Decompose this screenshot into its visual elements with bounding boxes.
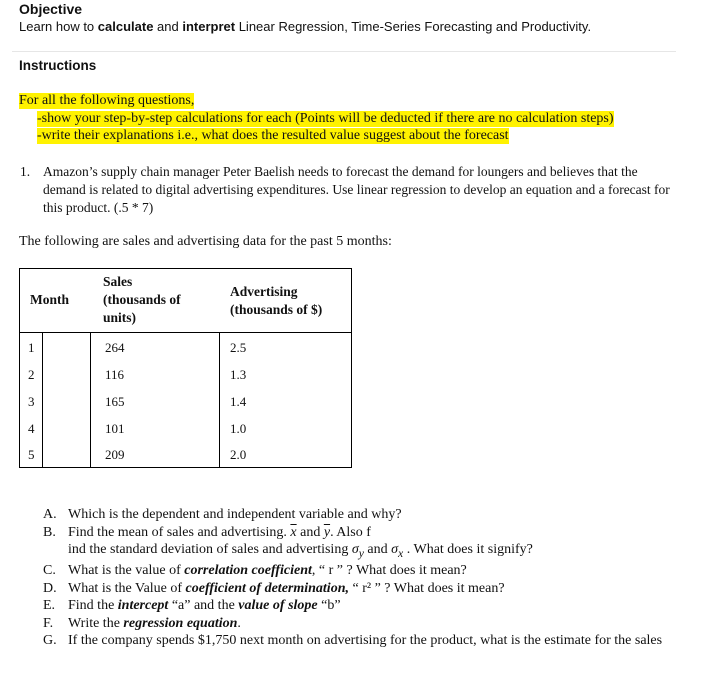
sub-question-f: F. Write the regression equation. (43, 615, 241, 631)
cell-month: 2 (28, 367, 35, 382)
header-month: Month (30, 292, 70, 307)
sub-question-g: G. If the company spends $1,750 next month on advertising for the product, what is the estimate for the sales (43, 633, 663, 649)
sub-question-d: D. What is the Value of coefficient of determination, “ r² ” ? What does it mean? (43, 580, 505, 596)
section-divider (12, 51, 676, 52)
cell-advertising: 2.5 (230, 340, 247, 355)
header-advertising: Advertising (thousands of $) (230, 284, 323, 317)
cell-advertising: 1.3 (230, 367, 247, 382)
y-bar-symbol: $\overline{y}$ (323, 524, 331, 540)
cell-month: 5 (28, 447, 35, 462)
sales-advertising-table (19, 268, 352, 468)
table-row (20, 421, 350, 448)
cell-sales: 101 (105, 421, 125, 436)
question-1 (20, 163, 670, 217)
cell-month: 4 (28, 421, 35, 436)
cell-advertising: 1.0 (230, 421, 247, 436)
calculate-keyword: calculate (97, 19, 154, 34)
header-sales: Sales (thousands of units) (103, 274, 181, 325)
sigma-x-symbol: $\sigma_x$ (391, 542, 404, 560)
x-bar-symbol: $\overline{x}$ (290, 524, 297, 540)
instruction-line-2: -show your step-by-step calculations for each (Points will be deducted if there are no calculation steps) (37, 111, 614, 126)
sub-questions (43, 506, 683, 650)
instructions-heading: Instructions (19, 58, 97, 73)
cell-month: 3 (28, 394, 35, 409)
cell-advertising: 1.4 (230, 394, 247, 409)
objective-text: Learn how to calculate and interpret Linear Regression, Time-Series Forecasting and Productivity. (19, 19, 592, 34)
interpret-keyword: interpret (182, 19, 236, 34)
cell-advertising: 2.0 (230, 447, 247, 462)
table-row (20, 447, 350, 474)
question-number: 1. (20, 164, 31, 179)
cell-sales: 209 (105, 447, 125, 462)
table-row (20, 367, 350, 394)
sub-question-c: C. What is the value of correlation coefficient, “ r ” ? What does it mean? (43, 563, 467, 579)
sub-question-a: A. Which is the dependent and independent variable and why? (43, 507, 402, 522)
question-text: Amazon’s supply chain manager Peter Baelish needs to forecast the demand for loungers and believes that the demand is related to digital advertising expenditures. Use linear regression to develop an equation and a forecast for this product. (.5 * 7) (43, 164, 670, 215)
cell-sales: 116 (105, 367, 125, 382)
instruction-line-3: -write their explanations i.e., what does the resulted value suggest about the forecast (37, 128, 509, 143)
header-divider (20, 332, 351, 333)
cell-sales: 165 (105, 394, 125, 409)
instruction-line-1: For all the following questions, (19, 93, 195, 108)
table-row (20, 340, 350, 367)
table-intro: The following are sales and advertising data for the past 5 months: (19, 234, 392, 249)
sub-question-e: E. Find the intercept “a” and the value of slope “b” (43, 598, 341, 614)
sigma-y-symbol: $\sigma_y$ (351, 542, 364, 560)
cell-sales: 264 (105, 340, 125, 355)
sub-question-b: B. Find the mean of sales and advertising. $\overline{x}$ and $\overline{y}$. Also f ind the standard deviation of sales and advertising $\sigma_y$ and $\sigma_x$ . What does it signify? (43, 524, 533, 560)
cell-month: 1 (28, 340, 35, 355)
table-row (20, 394, 350, 421)
objective-heading: Objective (19, 1, 83, 17)
